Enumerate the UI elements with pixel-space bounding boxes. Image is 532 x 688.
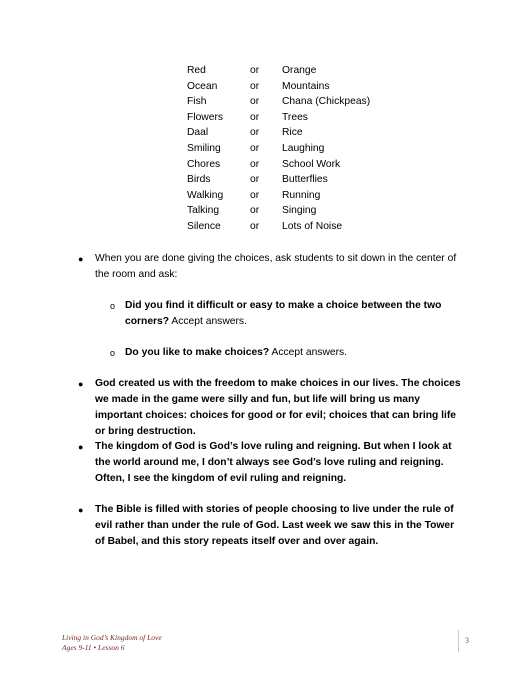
choice-or: or — [250, 80, 260, 92]
choice-right: Laughing — [282, 142, 325, 154]
choice-row — [187, 94, 422, 110]
bullet-icon: ● — [78, 379, 84, 389]
choice-right: Running — [282, 189, 321, 201]
choice-left: Daal — [187, 127, 209, 139]
footer-subtitle: Ages 9-11 • Lesson 6 — [62, 643, 125, 652]
bullet-icon: ● — [78, 442, 84, 452]
choice-left: Walking — [187, 189, 224, 201]
choice-left: Fish — [187, 96, 207, 108]
instruction-text: Accept answers. — [271, 347, 348, 358]
choice-row — [187, 141, 422, 157]
circle-bullet-icon: o — [110, 348, 116, 358]
choice-right: Orange — [282, 65, 317, 76]
choice-row — [187, 157, 422, 173]
choice-or: or — [250, 65, 260, 76]
choice-right: Lots of Noise — [282, 220, 343, 232]
choice-right: Singing — [282, 205, 317, 217]
bullet-text: God created us with the freedom to make choices in our lives. The choices we made in the game were silly and fun, but life will bring us many important choices: choices for good or for evil; choices that can bring life or bring destruction. — [95, 378, 461, 437]
choice-or: or — [250, 96, 260, 108]
choice-right: Chana (Chickpeas) — [282, 96, 371, 108]
choice-left: Silence — [187, 220, 221, 232]
choice-left: Smiling — [187, 142, 221, 154]
bullet-icon: ● — [78, 505, 84, 515]
question-text: Do you like to make choices? — [125, 347, 270, 358]
choice-or: or — [250, 205, 260, 217]
bullet-text: When you are done giving the choices, ask students to sit down in the center of the room and ask: — [95, 253, 457, 280]
choice-or: or — [250, 220, 260, 232]
choice-left: Birds — [187, 174, 211, 186]
choice-left: Flowers — [187, 111, 224, 123]
choice-row — [187, 63, 422, 79]
bullet-text: The kingdom of God is God’s love ruling and reigning. But when I look at the world around me, I don’t always see God’s love ruling and reigning. Often, I see the kingdom of evil ruling and reigning. — [95, 441, 452, 484]
choice-right: Butterflies — [282, 174, 328, 186]
choice-or: or — [250, 142, 260, 154]
footer-divider — [458, 630, 459, 652]
choice-row — [187, 125, 422, 141]
circle-bullet-icon: o — [110, 301, 116, 311]
footer-title: Living in God’s Kingdom of Love — [62, 633, 162, 642]
choice-right: Mountains — [282, 80, 330, 92]
bullet-text: The Bible is filled with stories of people choosing to live under the rule of evil rather than under the rule of God. Last week we saw this in the Tower of Babel, and this story repeats itself over and over again. — [95, 504, 455, 547]
choices-table — [187, 63, 422, 235]
page-number: 3 — [465, 636, 469, 645]
instruction-text: Accept answers. — [171, 316, 247, 327]
bullet-icon: ● — [78, 254, 84, 264]
choice-row — [187, 188, 422, 204]
choice-or: or — [250, 174, 260, 186]
choice-or: or — [250, 127, 260, 139]
choice-row — [187, 110, 422, 126]
choice-row — [187, 203, 422, 219]
choice-row — [187, 79, 422, 95]
choice-right: School Work — [282, 158, 341, 170]
choice-left: Talking — [187, 205, 220, 217]
page-footer — [62, 633, 162, 653]
choice-or: or — [250, 158, 260, 170]
choice-left: Ocean — [187, 80, 218, 92]
choice-right: Rice — [282, 127, 303, 139]
choice-row — [187, 172, 422, 188]
choice-row — [187, 219, 422, 235]
choice-or: or — [250, 189, 260, 201]
sub-bullet-text — [125, 345, 475, 361]
choice-right: Trees — [282, 111, 308, 123]
question-text: Did you find it difficult or easy to make a choice between the two corners? — [125, 300, 442, 327]
sub-bullet-text — [125, 298, 475, 330]
choice-left: Red — [187, 65, 206, 76]
choice-left: Chores — [187, 158, 221, 170]
choice-or: or — [250, 111, 260, 123]
